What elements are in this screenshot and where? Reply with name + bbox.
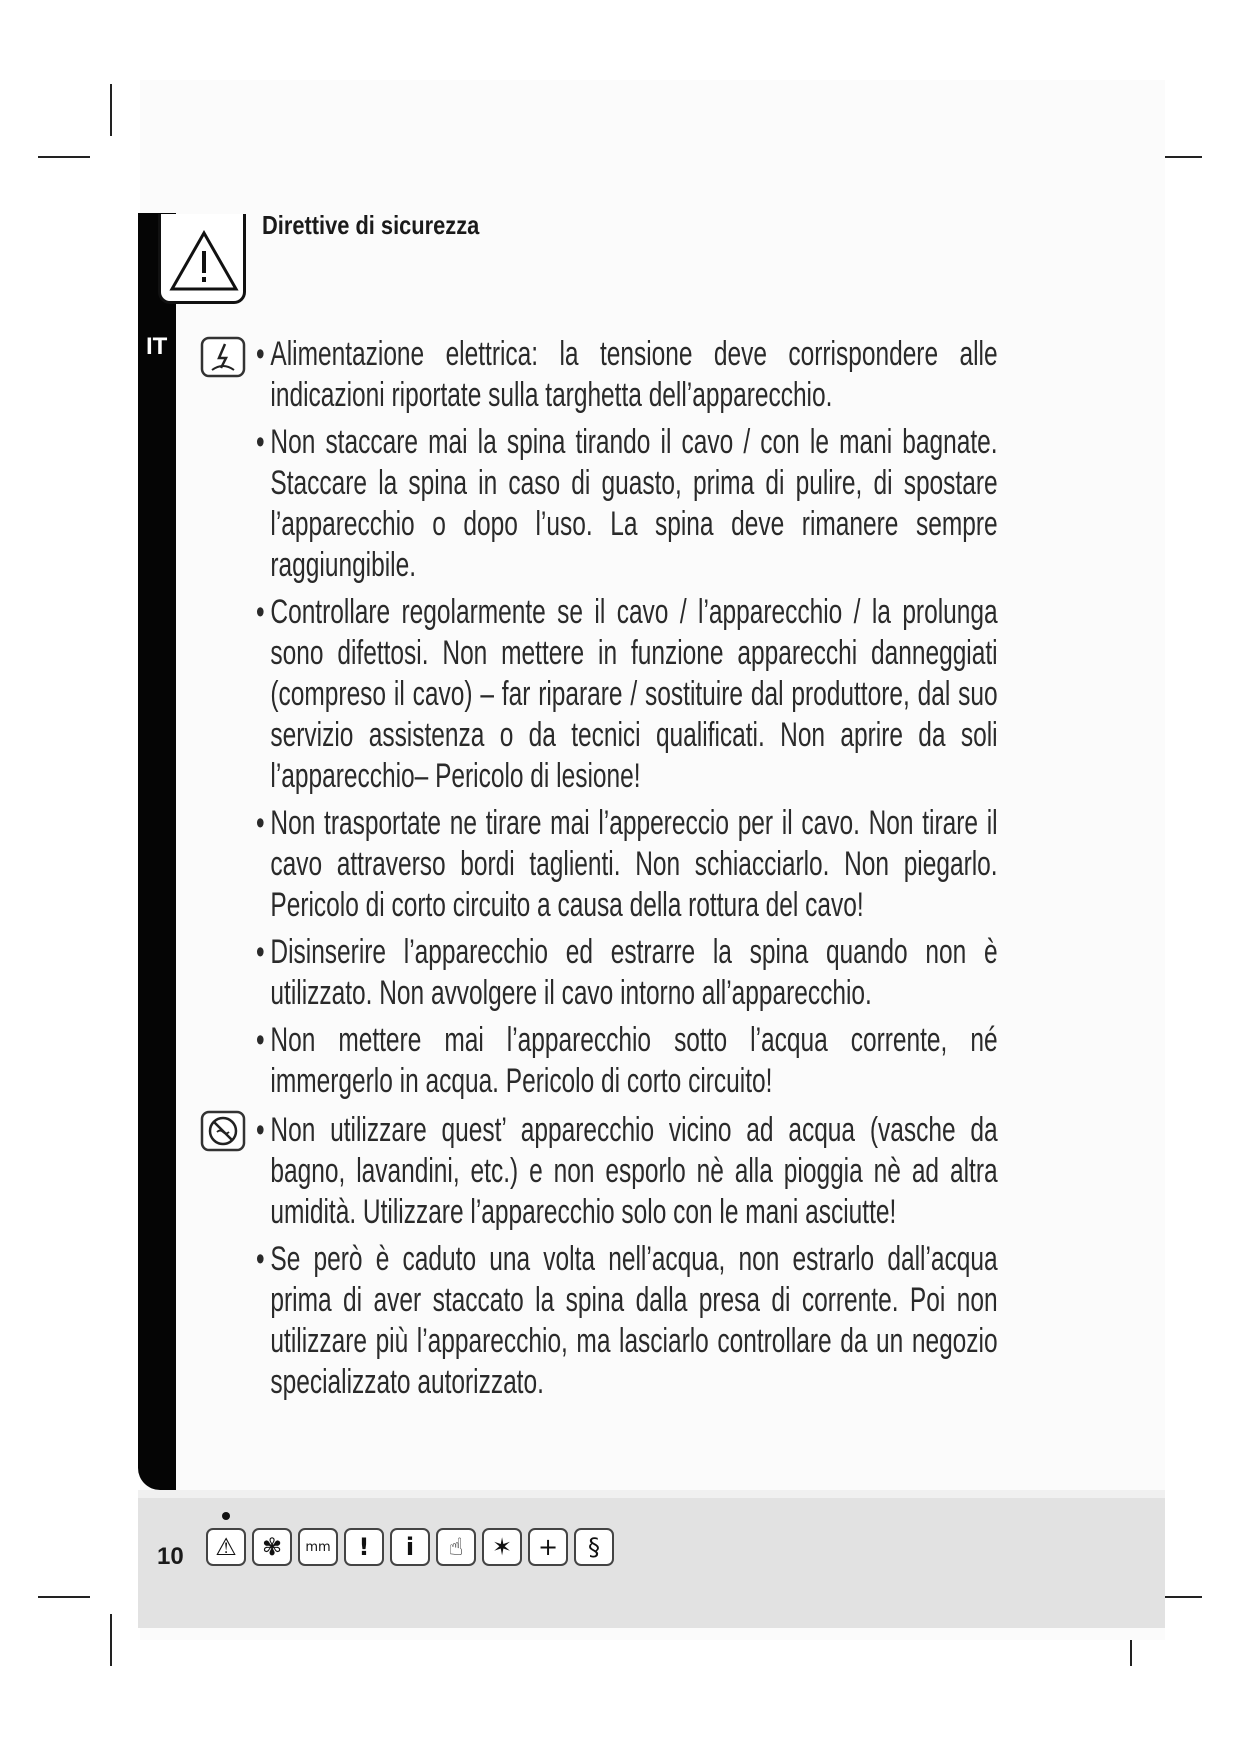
list-item: • Alimentazione elettrica: la tensione deve corrispondere alle indicazioni riportate sulla targhetta dell’apparecchio. — [256, 334, 998, 416]
active-section-dot — [222, 1512, 230, 1520]
crop-mark — [38, 156, 90, 158]
language-side-bar — [138, 213, 176, 1490]
section-sign-icon: § — [574, 1528, 614, 1566]
page-number: 10 — [157, 1543, 184, 1570]
crop-mark — [38, 1596, 90, 1598]
ruler-mm-icon: mm — [298, 1528, 338, 1566]
electric-plug-icon — [200, 336, 250, 380]
plus-signs-icon: + — [528, 1528, 568, 1566]
sparkle-icon: ✶ — [482, 1528, 522, 1566]
exclamation-icon: ! — [344, 1528, 384, 1566]
list-item: • Non mettere mai l’apparecchio sotto l’acqua corrente, né immergerlo in acqua. Pericolo di corto circuito! — [256, 1020, 998, 1102]
list-item: • Non staccare mai la spina tirando il cavo / con le mani bagnate. Staccare la spina in caso di guasto, prima di pulire, di spostare l’apparecchio o dopo l’uso. La spina deve rimanere sempre raggiungibile. — [256, 422, 998, 586]
no-water-icon — [200, 1110, 250, 1154]
list-item: • Disinserire l’apparecchio ed estrarre la spina quando non è utilizzato. Non avvolgere il cavo intorno all’apparecchio. — [256, 932, 998, 1014]
info-icon: i — [390, 1528, 430, 1566]
electrical-safety-list — [256, 334, 1241, 1108]
hand-icon: ☝ — [436, 1528, 476, 1566]
warning-triangle-icon — [169, 230, 239, 292]
language-label: IT — [146, 333, 168, 360]
flower-icon: ✾ — [252, 1528, 292, 1566]
section-title: Direttive di sicurezza — [262, 210, 480, 240]
list-item: • Non trasportate ne tirare mai l’appereccio per il cavo. Non tirare il cavo attraverso bordi taglienti. Non schiacciarlo. Non piegarlo. Pericolo di corto circuito a causa della rottura del cavo! — [256, 803, 998, 926]
crop-mark — [110, 84, 112, 136]
crop-mark — [110, 1614, 112, 1666]
list-item: • Non utilizzare quest’ apparecchio vicino ad acqua (vasche da bagno, lavandini, etc.) e non esporlo nè alla pioggia nè ad altra umidità. Utilizzare l’apparecchio solo con le mani asciutte! — [256, 1110, 998, 1233]
section-icon-strip — [206, 1528, 614, 1566]
warning-tab — [158, 214, 246, 304]
list-item: • Se però è caduto una volta nell’acqua, non estrarlo dall’acqua prima di aver staccato la spina dalla presa di corrente. Poi non utilizzare più l’apparecchio, ma lasciarlo controllare da un negozio specializzato autorizzato. — [256, 1239, 998, 1403]
water-safety-list — [256, 1110, 1241, 1409]
list-item: • Controllare regolarmente se il cavo / l’apparecchio / la prolunga sono difettosi. Non mettere in funzione apparecchi danneggiati (compreso il cavo) – far riparare / sostituire dal produttore, dal suo servizio assistenza o da tecnici qualificati. Non aprire da soli l’apparecchio– Pericolo di lesione! — [256, 592, 998, 797]
warning-icon: ⚠ — [206, 1528, 246, 1566]
